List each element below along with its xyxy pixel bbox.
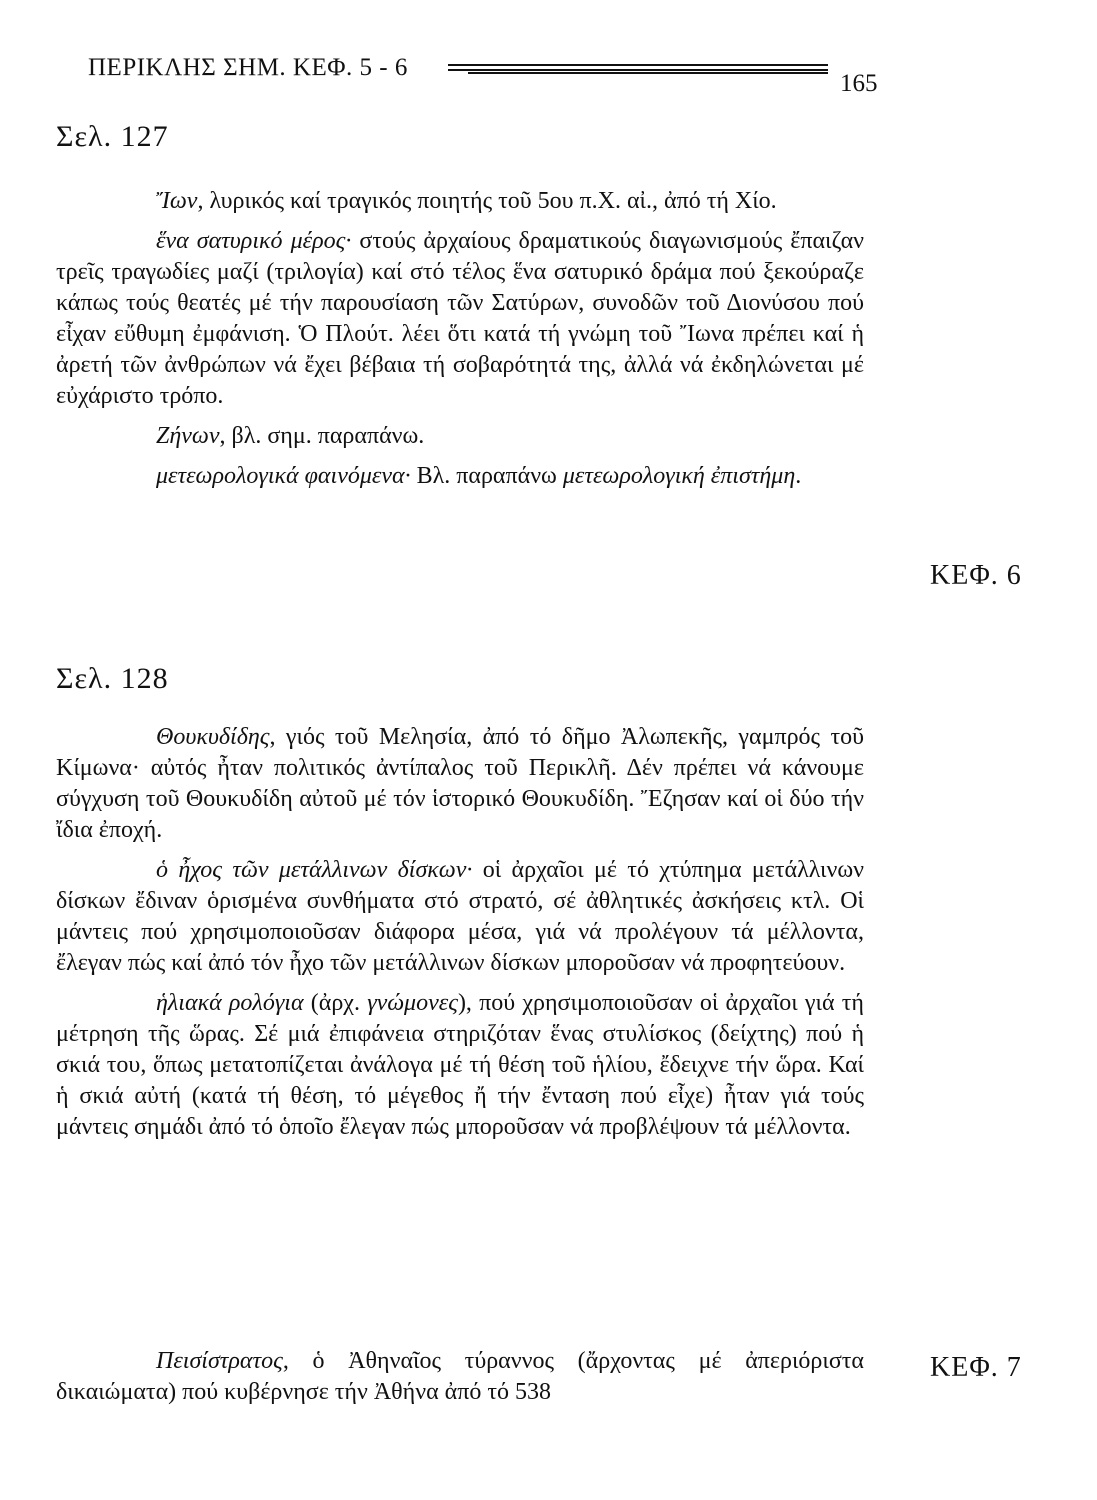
note-text: , βλ. σημ. παραπάνω. <box>219 423 425 449</box>
running-head: ΠΕΡΙΚΛΗΣ ΣΗΜ. ΚΕΦ. 5 - 6 <box>88 54 408 81</box>
note-text: Βλ. παραπάνω <box>410 463 563 489</box>
note-entry <box>56 1346 864 1408</box>
note-text: , λυρικός καί τραγικός ποιητής τοῦ 5ου π.Χ. αἰ., ἀπό τή Χίο. <box>197 188 777 214</box>
note-entry <box>56 722 864 846</box>
note-entry <box>56 461 864 492</box>
note-text-secondary: ), πού χρησιμοποιοῦσαν οἱ ἀρχαῖοι γιά τή μέτρηση τῆς ὥρας. Σέ μιά ἐπιφάνεια στηριζόταν ἕνας στυλίσκος (δείχτης) πού ἡ σκιά του, ὅπως μετατοπίζεται ἀνάλογα μέ τή θέση τοῦ ἡλίου, ἔδειχνε τήν ὥρα. Καί ἡ σκιά αὐτή (κατά τή θέση, τό μέγεθος ἤ τήν ἔνταση πού εἶχε) ἦταν γιά τούς μάντεις σημάδι ἀπό τό ὁποῖο ἔλεγαν πώς μποροῦσαν νά προβλέψουν τά μέλλοντα. <box>56 990 864 1140</box>
section-title-127: Σελ. 127 <box>56 120 169 153</box>
section-title-128: Σελ. 128 <box>56 662 169 695</box>
note-entry <box>56 421 864 452</box>
page-number: 165 <box>840 70 878 97</box>
note-text: , γιός τοῦ Μελησία, ἀπό τό δῆμο Ἀλωπεκῆς, γαμπρός τοῦ Κίμωνα· αὐτός ἦταν πολιτικός ἀντίπαλος τοῦ Περικλῆ. Δέν πρέπει νά κάνουμε σύγχυση τοῦ Θουκυδίδη αὐτοῦ μέ τόν ἱστορικό Θουκυδίδη. Ἔζησαν καί οἱ δύο τήν ἴδια ἐποχή. <box>56 724 864 843</box>
note-term: μετεωρολογικά φαινόμενα· <box>156 463 411 489</box>
note-text: , ὁ Ἀθηναῖος τύραννος (ἄρχοντας μέ ἀπεριόριστα δικαιώματα) πού κυβέρνησε τήν Ἀθήνα ἀπό τό 538 <box>56 1348 864 1405</box>
note-text: οἱ ἀρχαῖοι μέ τό χτύπημα μετάλλινων δίσκων ἔδιναν ὁρισμένα συνθήματα στό στρατό, σέ ἀθλητικές ἀσκήσεις κτλ. Οἱ μάντεις πού χρησιμοποιοῦσαν διάφορα μέσα, γιά νά προλέγουν τά μέλλοντα, ἔλεγαν πώς καί ἀπό τόν ἦχο τῶν μετάλλινων δίσκων μποροῦσαν νά προφητεύουν. <box>56 857 865 976</box>
note-text: (ἀρχ. <box>303 990 368 1016</box>
chapter-mark-6: ΚΕΦ. 6 <box>930 560 1022 591</box>
section-body-127 <box>56 186 864 501</box>
header-rule <box>448 64 828 71</box>
note-entry <box>56 988 864 1143</box>
note-term: ἡλιακά ρολόγια <box>156 990 304 1016</box>
note-term: Ἴων <box>156 188 198 214</box>
note-term-secondary: γνώμονες <box>367 990 458 1016</box>
note-entry <box>56 226 864 412</box>
note-term: Θουκυδίδης <box>156 724 270 750</box>
note-entry <box>56 855 864 979</box>
chapter-mark-7: ΚΕΦ. 7 <box>930 1352 1022 1383</box>
header-rule-lower <box>468 72 828 76</box>
note-text: στούς ἀρχαίους δραματικούς διαγωνισμούς ἔπαιζαν τρεῖς τραγωδίες μαζί (τριλογία) καί στό τέλος ἕνα σατυρικό δράμα πού ξεκούραζε κάπως τούς θεατές μέ τήν παρουσίαση τῶν Σατύρων, συνοδῶν τοῦ Διονύσου πού εἶχαν εὔθυμη ἐμφάνιση. Ὁ Πλούτ. λέει ὅτι κατά τή γνώμη τοῦ Ἴωνα πρέπει καί ἡ ἀρετή τῶν ἀνθρώπων νά ἔχει βέβαια τή σοβαρότητά της, ἀλλά νά ἐκδηλώνεται μέ εὐχάριστο τρόπο. <box>56 228 864 409</box>
note-term: Ζήνων <box>156 423 220 449</box>
note-term: Πεισίστρατος <box>156 1348 283 1374</box>
section-body-128 <box>56 722 864 1152</box>
note-entry <box>56 186 864 217</box>
page-header <box>88 52 888 102</box>
section-body-continued <box>56 1346 864 1417</box>
note-term-secondary: μετεωρολογική ἐπιστήμη <box>562 463 796 489</box>
note-term: ἕνα σατυρικό μέρος· <box>156 228 352 254</box>
note-term: ὁ ἦχος τῶν μετάλλινων δίσκων· <box>156 857 473 883</box>
note-text-secondary: . <box>795 463 802 489</box>
